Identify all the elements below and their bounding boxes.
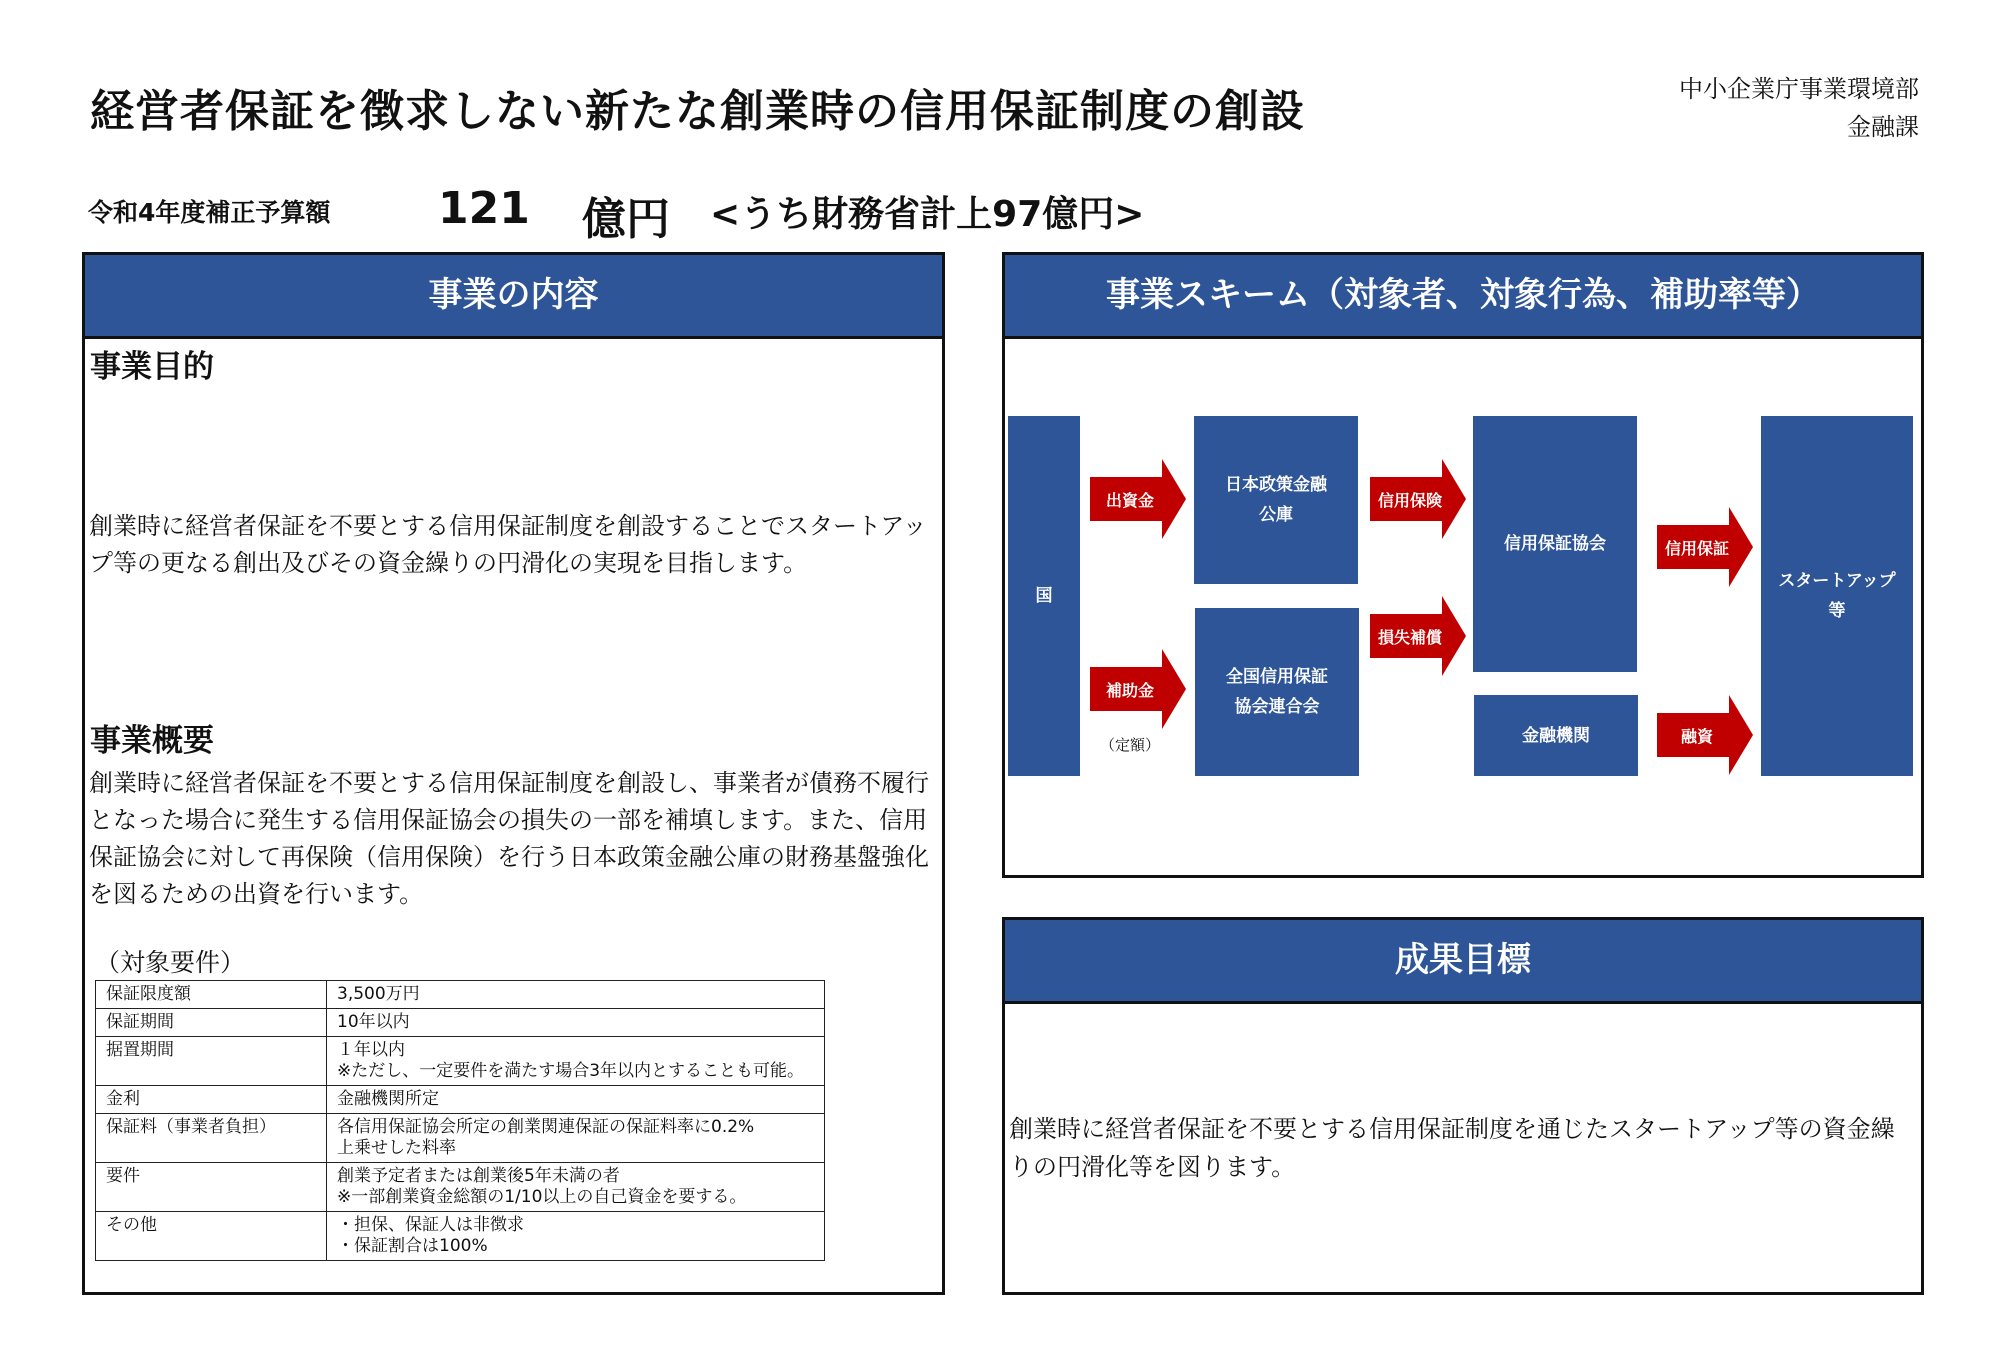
requirement-value: 10年以内 [337, 1012, 410, 1032]
arrow-loan [1657, 695, 1753, 775]
requirement-row [96, 1086, 825, 1114]
outcome-heading: 成果目標 [1005, 920, 1921, 1004]
page-title: 経営者保証を徴求しない新たな創業時の信用保証制度の創設 [90, 86, 1305, 137]
arrow-loss-compensation-label: 損失補償 [1377, 627, 1442, 647]
subsidy-note: （定額） [1100, 736, 1161, 754]
requirement-key: 据置期間 [96, 1037, 327, 1086]
arrow-credit-insurance-label: 信用保険 [1377, 490, 1442, 510]
arrow-credit-insurance [1370, 459, 1466, 539]
requirement-row [96, 1009, 825, 1037]
purpose-heading: 事業目的 [90, 349, 214, 385]
overview-text: 創業時に経営者保証を不要とする信用保証制度を創設し、事業者が債務不履行となった場合に発生する信用保証協会の損失の一部を補填します。また、信用保証協会に対して再保険（信用保険）を行う日本政策金融公庫の財務基盤強化を図るための出資を行います。 [89, 769, 929, 908]
requirements-caption: （対象要件） [95, 948, 246, 977]
requirement-value-cell [327, 1114, 825, 1163]
requirement-key: 金利 [96, 1086, 327, 1114]
business-content-heading: 事業の内容 [85, 255, 942, 339]
requirement-value-cell [327, 1009, 825, 1037]
node-startup [1761, 416, 1913, 776]
budget-label: 令和4年度補正予算額 [88, 198, 331, 227]
requirement-value-cell [327, 1037, 825, 1086]
node-jfc-line-1: 日本政策金融 [1225, 475, 1327, 495]
node-shinpo: 信用保証協会 [1473, 416, 1637, 672]
budget-amount: 121 [438, 183, 530, 234]
requirement-value-cell [327, 1212, 825, 1261]
arrow-investment [1090, 459, 1186, 539]
requirement-row [96, 1114, 825, 1163]
node-startup-line-1: スタートアップ [1778, 571, 1896, 591]
node-kuni: 国 [1008, 416, 1080, 776]
node-startup-line-2: 等 [1828, 601, 1846, 621]
department [1679, 70, 1919, 146]
requirement-row [96, 1037, 825, 1086]
requirement-value-cell [327, 1086, 825, 1114]
requirement-row [96, 1212, 825, 1261]
arrow-subsidy-label: 補助金 [1105, 680, 1154, 700]
node-jfc-line-2: 公庫 [1259, 505, 1293, 525]
requirement-value: 各信用保証協会所定の創業関連保証の保証料率に0.2% [337, 1117, 755, 1137]
business-content-panel [82, 252, 945, 1295]
node-bank: 金融機関 [1474, 695, 1638, 776]
arrow-loan-label: 融資 [1680, 726, 1713, 746]
requirement-note: ※ただし、一定要件を満たす場合3年以内とすることも可能。 [337, 1061, 805, 1081]
arrow-subsidy [1090, 649, 1186, 729]
requirement-value: 金融機関所定 [337, 1089, 439, 1109]
requirement-key: 保証期間 [96, 1009, 327, 1037]
requirement-row [96, 1163, 825, 1212]
arrow-credit-guarantee [1657, 507, 1753, 587]
department-line-2: 金融課 [1847, 113, 1919, 141]
requirement-key: 保証限度額 [96, 981, 327, 1009]
department-line-1: 中小企業庁事業環境部 [1679, 75, 1919, 103]
purpose-text: 創業時に経営者保証を不要とする信用保証制度を創設することでスタートアップ等の更なる創出及びその資金繰りの円滑化の実現を目指します。 [89, 512, 927, 577]
requirement-row [96, 981, 825, 1009]
requirement-value: ・担保、保証人は非徴求 [337, 1215, 524, 1235]
arrow-loss-compensation [1370, 596, 1466, 676]
scheme-panel [1002, 252, 1924, 878]
requirement-value: 創業予定者または創業後5年未満の者 [337, 1166, 620, 1186]
requirement-value: １年以内 [337, 1040, 405, 1060]
requirements-table [95, 980, 825, 1261]
node-zenshinhoren [1195, 608, 1359, 776]
requirement-key: その他 [96, 1212, 327, 1261]
arrow-credit-guarantee-label: 信用保証 [1664, 538, 1729, 558]
budget-unit: 億円 [582, 194, 670, 245]
overview-heading: 事業概要 [90, 723, 214, 759]
arrow-investment-label: 出資金 [1105, 490, 1154, 510]
requirement-value: 3,500万円 [337, 984, 420, 1004]
requirement-key: 保証料（事業者負担） [96, 1114, 327, 1163]
budget-note: <うち財務省計上97億円> [710, 194, 1145, 235]
node-zenshinhoren-line-1: 全国信用保証 [1226, 667, 1328, 687]
node-jfc [1194, 416, 1358, 584]
scheme-heading: 事業スキーム（対象者、対象行為、補助率等） [1005, 255, 1921, 339]
outcome-text: 創業時に経営者保証を不要とする信用保証制度を通じたスタートアップ等の資金繰りの円滑化等を図ります。 [1009, 1115, 1895, 1181]
requirement-note: ・保証割合は100% [337, 1236, 488, 1256]
requirement-value-cell [327, 1163, 825, 1212]
requirement-note: ※一部創業資金総額の1/10以上の自己資金を要する。 [337, 1187, 747, 1207]
requirement-note: 上乗せした料率 [337, 1138, 456, 1158]
requirement-value-cell [327, 981, 825, 1009]
outcome-panel [1002, 917, 1924, 1295]
requirement-key: 要件 [96, 1163, 327, 1212]
node-zenshinhoren-line-2: 協会連合会 [1234, 697, 1320, 717]
